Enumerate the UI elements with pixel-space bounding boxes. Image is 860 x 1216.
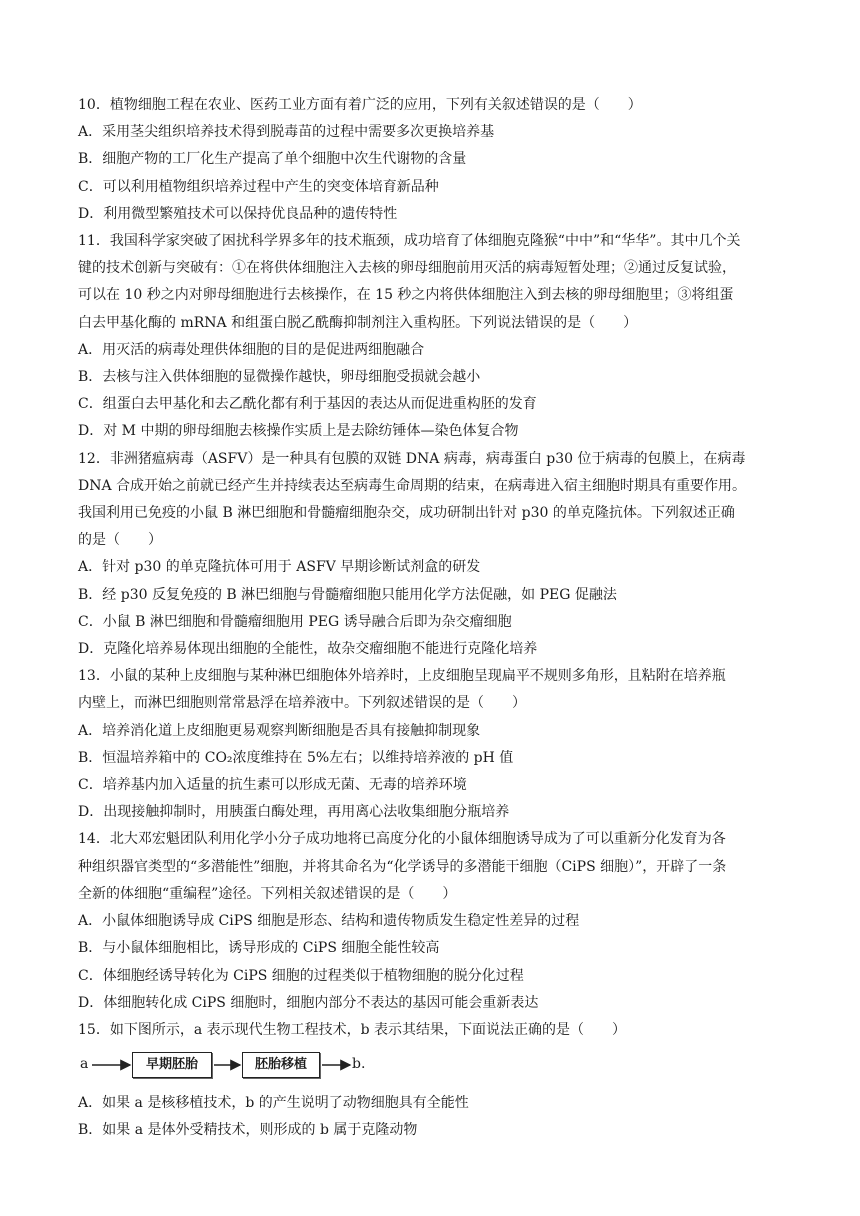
question-11-stem-line: 可以在 10 秒之内对卵母细胞进行去核操作，在 15 秒之内将供体细胞注入到去核的卵母细胞里；③将组蛋 [78, 287, 734, 304]
question-12-stem-line: 我国利用已免疫的小鼠 B 淋巴细胞和骨髓瘤细胞杂交，成功研制出针对 p30 的单克隆抗体。下列叙述正确 [78, 505, 735, 522]
flow-start-label: a [80, 1056, 89, 1073]
question-11-option-d: D．对 M 中期的卵母细胞去核操作实质上是去除纺锤体—染色体复合物 [78, 423, 519, 440]
question-12-stem-line: DNA 合成开始之前就已经产生并持续表达至病毒生命周期的结束，在病毒进入宿主细胞时期具有重要作用。 [78, 477, 747, 494]
question-list [78, 92, 806, 1145]
question-11-stem-line: 键的技术创新与突破有：①在将供体细胞注入去核的卵母细胞前用灭活的病毒短暂处理；②通过反复试验， [78, 260, 736, 277]
question-13-stem-line: 内壁上，而淋巴细胞则常常悬浮在培养液中。下列叙述错误的是（ ） [78, 695, 526, 712]
question-13-option-d: D．出现接触抑制时，用胰蛋白酶处理，再用离心法收集细胞分瓶培养 [78, 804, 510, 821]
question-12-option-c: C．小鼠 B 淋巴细胞和骨髓瘤细胞用 PEG 诱导融合后即为杂交瘤细胞 [78, 613, 512, 630]
question-11-option-b: B．去核与注入供体细胞的显微操作越快，卵母细胞受损就会越小 [78, 369, 481, 386]
question-14-option-a: A．小鼠体细胞诱导成 CiPS 细胞是形态、结构和遗传物质发生稳定性差异的过程 [78, 913, 580, 930]
question-14-option-d: D．体细胞转化成 CiPS 细胞时，细胞内部分不表达的基因可能会重新表达 [78, 994, 539, 1011]
question-13-option-a: A．培养消化道上皮细胞更易观察判断细胞是否具有接触抑制现象 [78, 722, 481, 739]
question-11-stem-line: 11．我国科学家突破了困扰科学界多年的技术瓶颈，成功培育了体细胞克隆猴“中中”和“华华”。其中几个关 [78, 233, 741, 250]
question-12-stem-line: 12．非洲猪瘟病毒（ASFV）是一种具有包膜的双链 DNA 病毒，病毒蛋白 p30 位于病毒的包膜上，在病毒 [78, 450, 746, 467]
question-11-option-a: A．用灭活的病毒处理供体细胞的目的是促进两细胞融合 [78, 341, 425, 358]
question-13-stem-line: 13．小鼠的某种上皮细胞与某种淋巴细胞体外培养时，上皮细胞呈现扁平不规则多角形，且粘附在培养瓶 [78, 668, 726, 685]
flow-diagram [78, 1048, 806, 1088]
question-14-option-c: C．体细胞经诱导转化为 CiPS 细胞的过程类似于植物细胞的脱分化过程 [78, 967, 524, 984]
question-12-option-a: A．针对 p30 的单克隆抗体可用于 ASFV 早期诊断试剂盒的研发 [78, 559, 481, 576]
question-12 [78, 446, 806, 664]
question-15 [78, 1017, 806, 1145]
question-14-option-b: B．与小鼠体细胞相比，诱导形成的 CiPS 细胞全能性较高 [78, 940, 440, 957]
question-15-option-a: A．如果 a 是核移植技术，b 的产生说明了动物细胞具有全能性 [78, 1095, 469, 1112]
question-14 [78, 826, 806, 1016]
question-10 [78, 92, 806, 228]
question-12-stem-line: 的是（ ） [78, 532, 162, 549]
question-11 [78, 228, 806, 446]
question-10-option-a: A．采用茎尖组织培养技术得到脱毒苗的过程中需要多次更换培养基 [78, 124, 495, 141]
question-10-stem: 10．植物细胞工程在农业、医药工业方面有着广泛的应用，下列有关叙述错误的是（ ） [78, 97, 642, 113]
question-11-stem-line: 白去甲基化酶的 mRNA 和组蛋白脱乙酰酶抑制剂注入重构胚。下列说法错误的是（ ） [78, 314, 638, 331]
flow-arrows [78, 1048, 378, 1088]
flow-end-label: b. [352, 1056, 366, 1073]
flow-box-early-embryo: 早期胚胎 [132, 1052, 212, 1078]
question-12-option-d: D．克隆化培养易体现出细胞的全能性，故杂交瘤细胞不能进行克隆化培养 [78, 641, 538, 658]
question-12-option-b: B．经 p30 反复免疫的 B 淋巴细胞与骨髓瘤细胞只能用化学方法促融，如 PEG 促融法 [78, 586, 617, 603]
flow-box-embryo-transfer: 胚胎移植 [242, 1052, 320, 1078]
question-10-option-b: B．细胞产物的工厂化生产提高了单个细胞中次生代谢物的含量 [78, 151, 467, 168]
question-14-stem-line: 种组织器官类型的“多潜能性”细胞，并将其命名为“化学诱导的多潜能干细胞（CiPS 细胞）”，开辟了一条 [78, 858, 727, 875]
question-15-stem: 15．如下图所示，a 表示现代生物工程技术，b 表示其结果，下面说法正确的是（ ） [78, 1021, 627, 1038]
question-13-option-b: B．恒温培养箱中的 CO₂浓度维持在 5%左右；以维持培养液的 pH 值 [78, 749, 514, 766]
question-10-option-c: C．可以利用植物组织培养过程中产生的突变体培育新品种 [78, 178, 439, 195]
question-10-option-d: D．利用微型繁殖技术可以保持优良品种的遗传特性 [78, 205, 398, 222]
question-15-option-b: B．如果 a 是体外受精技术，则形成的 b 属于克隆动物 [78, 1122, 418, 1139]
question-14-stem-line: 14．北大邓宏魁团队利用化学小分子成功地将已高度分化的小鼠体细胞诱导成为了可以重新分化发育为各 [78, 831, 726, 848]
question-11-option-c: C．组蛋白去甲基化和去乙酰化都有利于基因的表达从而促进重构胚的发育 [78, 396, 537, 413]
question-14-stem-line: 全新的体细胞“重编程”途径。下列相关叙述错误的是（ ） [78, 885, 457, 902]
question-13-option-c: C．培养基内加入适量的抗生素可以形成无菌、无毒的培养环境 [78, 777, 467, 794]
question-13 [78, 663, 806, 826]
